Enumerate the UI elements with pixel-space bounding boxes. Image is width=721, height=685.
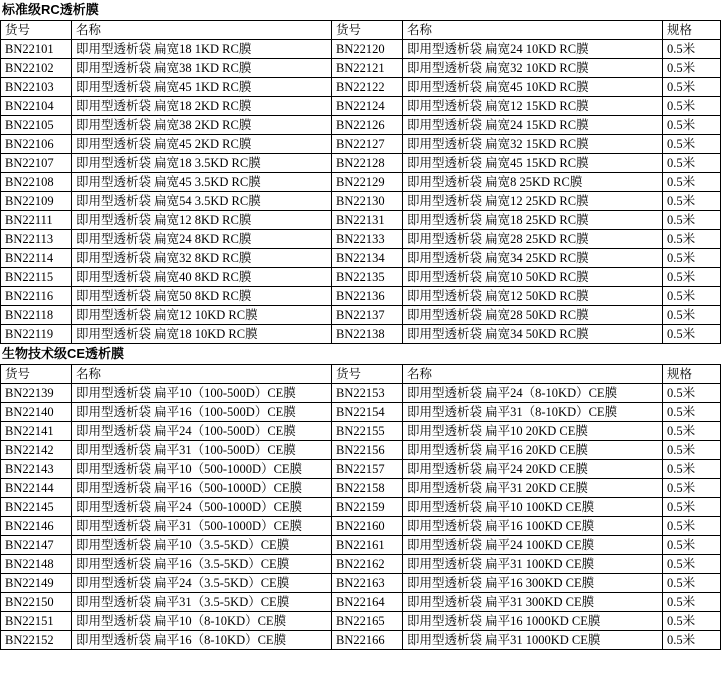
- cell-name-left: 即用型透析袋 扁宽45 2KD RC膜: [72, 135, 332, 154]
- cell-code-right: BN22157: [332, 460, 403, 479]
- cell-name-left: 即用型透析袋 扁宽45 1KD RC膜: [72, 78, 332, 97]
- table-row: [1, 268, 721, 287]
- cell-code-left: BN22108: [1, 173, 72, 192]
- cell-code-left: BN22147: [1, 536, 72, 555]
- cell-code-right: BN22134: [332, 249, 403, 268]
- cell-spec: 0.5米: [663, 192, 721, 211]
- cell-name-left: 即用型透析袋 扁宽12 8KD RC膜: [72, 211, 332, 230]
- cell-spec: 0.5米: [663, 173, 721, 192]
- cell-spec: 0.5米: [663, 59, 721, 78]
- cell-spec: 0.5米: [663, 116, 721, 135]
- cell-name-right: 即用型透析袋 扁宽32 10KD RC膜: [403, 59, 663, 78]
- cell-code-left: BN22102: [1, 59, 72, 78]
- cell-spec: 0.5米: [663, 498, 721, 517]
- cell-code-right: BN22129: [332, 173, 403, 192]
- cell-name-left: 即用型透析袋 扁平24（500-1000D）CE膜: [72, 498, 332, 517]
- cell-code-right: BN22137: [332, 306, 403, 325]
- cell-name-left: 即用型透析袋 扁平16（100-500D）CE膜: [72, 403, 332, 422]
- cell-code-left: BN22143: [1, 460, 72, 479]
- cell-code-right: BN22127: [332, 135, 403, 154]
- cell-code-right: BN22122: [332, 78, 403, 97]
- table-row: [1, 460, 721, 479]
- cell-name-left: 即用型透析袋 扁宽18 3.5KD RC膜: [72, 154, 332, 173]
- cell-name-left: 即用型透析袋 扁平10（3.5-5KD）CE膜: [72, 536, 332, 555]
- cell-code-left: BN22141: [1, 422, 72, 441]
- cell-code-left: BN22111: [1, 211, 72, 230]
- cell-code-right: BN22162: [332, 555, 403, 574]
- cell-name-left: 即用型透析袋 扁平24（3.5-5KD）CE膜: [72, 574, 332, 593]
- cell-name-right: 即用型透析袋 扁宽8 25KD RC膜: [403, 173, 663, 192]
- cell-spec: 0.5米: [663, 325, 721, 344]
- table-row: [1, 384, 721, 403]
- table-header-row: [1, 21, 721, 40]
- cell-code-left: BN22149: [1, 574, 72, 593]
- cell-name-left: 即用型透析袋 扁宽12 10KD RC膜: [72, 306, 332, 325]
- cell-code-left: BN22145: [1, 498, 72, 517]
- cell-code-right: BN22138: [332, 325, 403, 344]
- cell-name-right: 即用型透析袋 扁宽34 50KD RC膜: [403, 325, 663, 344]
- cell-code-left: BN22144: [1, 479, 72, 498]
- cell-name-left: 即用型透析袋 扁宽24 8KD RC膜: [72, 230, 332, 249]
- cell-code-right: BN22128: [332, 154, 403, 173]
- cell-spec: 0.5米: [663, 135, 721, 154]
- cell-code-right: BN22135: [332, 268, 403, 287]
- cell-name-right: 即用型透析袋 扁平10 100KD CE膜: [403, 498, 663, 517]
- cell-name-left: 即用型透析袋 扁平10（500-1000D）CE膜: [72, 460, 332, 479]
- table-row: [1, 211, 721, 230]
- cell-name-left: 即用型透析袋 扁平16（8-10KD）CE膜: [72, 631, 332, 650]
- header-name-right: 名称: [403, 365, 663, 384]
- cell-code-left: BN22116: [1, 287, 72, 306]
- cell-code-right: BN22130: [332, 192, 403, 211]
- cell-code-right: BN22160: [332, 517, 403, 536]
- cell-name-left: 即用型透析袋 扁宽32 8KD RC膜: [72, 249, 332, 268]
- cell-code-right: BN22154: [332, 403, 403, 422]
- header-code-right: 货号: [332, 365, 403, 384]
- section-rc-membrane: [0, 0, 696, 344]
- cell-name-right: 即用型透析袋 扁平31 300KD CE膜: [403, 593, 663, 612]
- table-row: [1, 479, 721, 498]
- cell-spec: 0.5米: [663, 306, 721, 325]
- cell-code-left: BN22139: [1, 384, 72, 403]
- cell-code-left: BN22148: [1, 555, 72, 574]
- cell-code-left: BN22104: [1, 97, 72, 116]
- cell-spec: 0.5米: [663, 574, 721, 593]
- cell-name-right: 即用型透析袋 扁宽45 10KD RC膜: [403, 78, 663, 97]
- table-body-rc: [1, 40, 721, 344]
- cell-spec: 0.5米: [663, 517, 721, 536]
- table-row: [1, 631, 721, 650]
- cell-code-right: BN22165: [332, 612, 403, 631]
- cell-code-right: BN22121: [332, 59, 403, 78]
- cell-spec: 0.5米: [663, 97, 721, 116]
- table-row: [1, 59, 721, 78]
- header-code-left: 货号: [1, 365, 72, 384]
- cell-spec: 0.5米: [663, 536, 721, 555]
- cell-name-left: 即用型透析袋 扁宽40 8KD RC膜: [72, 268, 332, 287]
- cell-name-left: 即用型透析袋 扁平24（100-500D）CE膜: [72, 422, 332, 441]
- cell-code-left: BN22101: [1, 40, 72, 59]
- cell-spec: 0.5米: [663, 441, 721, 460]
- cell-name-right: 即用型透析袋 扁宽32 15KD RC膜: [403, 135, 663, 154]
- cell-code-right: BN22131: [332, 211, 403, 230]
- table-row: [1, 593, 721, 612]
- table-row: [1, 249, 721, 268]
- cell-code-left: BN22114: [1, 249, 72, 268]
- table-row: [1, 173, 721, 192]
- cell-code-right: BN22163: [332, 574, 403, 593]
- cell-code-left: BN22106: [1, 135, 72, 154]
- cell-code-left: BN22105: [1, 116, 72, 135]
- cell-name-right: 即用型透析袋 扁宽12 50KD RC膜: [403, 287, 663, 306]
- cell-spec: 0.5米: [663, 78, 721, 97]
- cell-name-left: 即用型透析袋 扁平31（500-1000D）CE膜: [72, 517, 332, 536]
- cell-code-left: BN22109: [1, 192, 72, 211]
- cell-name-right: 即用型透析袋 扁宽24 10KD RC膜: [403, 40, 663, 59]
- cell-name-left: 即用型透析袋 扁宽54 3.5KD RC膜: [72, 192, 332, 211]
- table-ce-membrane: [0, 364, 721, 650]
- table-row: [1, 536, 721, 555]
- cell-code-left: BN22119: [1, 325, 72, 344]
- cell-name-left: 即用型透析袋 扁平16（500-1000D）CE膜: [72, 479, 332, 498]
- cell-name-right: 即用型透析袋 扁平31 100KD CE膜: [403, 555, 663, 574]
- cell-name-right: 即用型透析袋 扁平24 100KD CE膜: [403, 536, 663, 555]
- cell-code-left: BN22150: [1, 593, 72, 612]
- cell-spec: 0.5米: [663, 479, 721, 498]
- cell-code-left: BN22146: [1, 517, 72, 536]
- cell-code-left: BN22140: [1, 403, 72, 422]
- table-row: [1, 517, 721, 536]
- cell-spec: 0.5米: [663, 593, 721, 612]
- cell-name-right: 即用型透析袋 扁平16 300KD CE膜: [403, 574, 663, 593]
- table-row: [1, 574, 721, 593]
- cell-code-left: BN22152: [1, 631, 72, 650]
- header-name-left: 名称: [72, 365, 332, 384]
- cell-spec: 0.5米: [663, 631, 721, 650]
- cell-name-right: 即用型透析袋 扁宽28 25KD RC膜: [403, 230, 663, 249]
- cell-spec: 0.5米: [663, 230, 721, 249]
- cell-name-right: 即用型透析袋 扁平31 20KD CE膜: [403, 479, 663, 498]
- table-row: [1, 403, 721, 422]
- cell-code-left: BN22103: [1, 78, 72, 97]
- table-row: [1, 612, 721, 631]
- cell-spec: 0.5米: [663, 211, 721, 230]
- cell-spec: 0.5米: [663, 249, 721, 268]
- cell-name-right: 即用型透析袋 扁宽45 15KD RC膜: [403, 154, 663, 173]
- cell-name-left: 即用型透析袋 扁宽50 8KD RC膜: [72, 287, 332, 306]
- cell-code-right: BN22124: [332, 97, 403, 116]
- table-rc-membrane: [0, 20, 721, 344]
- cell-name-right: 即用型透析袋 扁平16 1000KD CE膜: [403, 612, 663, 631]
- cell-name-right: 即用型透析袋 扁平31 1000KD CE膜: [403, 631, 663, 650]
- header-spec: 规格: [663, 365, 721, 384]
- cell-name-left: 即用型透析袋 扁平16（3.5-5KD）CE膜: [72, 555, 332, 574]
- table-row: [1, 40, 721, 59]
- cell-name-right: 即用型透析袋 扁宽10 50KD RC膜: [403, 268, 663, 287]
- cell-code-left: BN22142: [1, 441, 72, 460]
- cell-name-left: 即用型透析袋 扁宽18 2KD RC膜: [72, 97, 332, 116]
- cell-spec: 0.5米: [663, 287, 721, 306]
- cell-code-right: BN22153: [332, 384, 403, 403]
- cell-name-left: 即用型透析袋 扁平10（100-500D）CE膜: [72, 384, 332, 403]
- cell-name-left: 即用型透析袋 扁宽38 2KD RC膜: [72, 116, 332, 135]
- cell-name-left: 即用型透析袋 扁平31（3.5-5KD）CE膜: [72, 593, 332, 612]
- cell-code-left: BN22118: [1, 306, 72, 325]
- header-name-left: 名称: [72, 21, 332, 40]
- table-row: [1, 325, 721, 344]
- cell-name-left: 即用型透析袋 扁宽18 10KD RC膜: [72, 325, 332, 344]
- section-ce-membrane: [0, 344, 696, 650]
- table-row: [1, 78, 721, 97]
- cell-code-right: BN22159: [332, 498, 403, 517]
- table-row: [1, 97, 721, 116]
- header-code-left: 货号: [1, 21, 72, 40]
- cell-name-right: 即用型透析袋 扁平10 20KD CE膜: [403, 422, 663, 441]
- cell-name-left: 即用型透析袋 扁宽45 3.5KD RC膜: [72, 173, 332, 192]
- table-body-ce: [1, 384, 721, 650]
- table-row: [1, 287, 721, 306]
- cell-name-right: 即用型透析袋 扁平31（8-10KD）CE膜: [403, 403, 663, 422]
- cell-spec: 0.5米: [663, 422, 721, 441]
- cell-name-right: 即用型透析袋 扁宽28 50KD RC膜: [403, 306, 663, 325]
- cell-code-left: BN22151: [1, 612, 72, 631]
- cell-name-left: 即用型透析袋 扁平31（100-500D）CE膜: [72, 441, 332, 460]
- table-row: [1, 441, 721, 460]
- cell-name-right: 即用型透析袋 扁平16 100KD CE膜: [403, 517, 663, 536]
- cell-code-right: BN22120: [332, 40, 403, 59]
- cell-name-left: 即用型透析袋 扁宽38 1KD RC膜: [72, 59, 332, 78]
- section-title-ce: 生物技术级CE透析膜: [2, 346, 125, 361]
- table-row: [1, 555, 721, 574]
- cell-code-right: BN22155: [332, 422, 403, 441]
- cell-spec: 0.5米: [663, 555, 721, 574]
- cell-name-right: 即用型透析袋 扁宽18 25KD RC膜: [403, 211, 663, 230]
- cell-code-right: BN22161: [332, 536, 403, 555]
- table-row: [1, 422, 721, 441]
- cell-code-right: BN22136: [332, 287, 403, 306]
- cell-name-right: 即用型透析袋 扁平16 20KD CE膜: [403, 441, 663, 460]
- cell-spec: 0.5米: [663, 460, 721, 479]
- cell-code-left: BN22107: [1, 154, 72, 173]
- table-row: [1, 135, 721, 154]
- cell-name-right: 即用型透析袋 扁平24（8-10KD）CE膜: [403, 384, 663, 403]
- table-row: [1, 230, 721, 249]
- cell-spec: 0.5米: [663, 384, 721, 403]
- table-row: [1, 154, 721, 173]
- header-spec: 规格: [663, 21, 721, 40]
- header-code-right: 货号: [332, 21, 403, 40]
- cell-name-right: 即用型透析袋 扁平24 20KD CE膜: [403, 460, 663, 479]
- table-row: [1, 498, 721, 517]
- cell-name-right: 即用型透析袋 扁宽12 25KD RC膜: [403, 192, 663, 211]
- cell-name-right: 即用型透析袋 扁宽24 15KD RC膜: [403, 116, 663, 135]
- cell-code-right: BN22158: [332, 479, 403, 498]
- cell-code-right: BN22164: [332, 593, 403, 612]
- cell-code-left: BN22113: [1, 230, 72, 249]
- cell-spec: 0.5米: [663, 154, 721, 173]
- cell-name-right: 即用型透析袋 扁宽12 15KD RC膜: [403, 97, 663, 116]
- table-header-row: [1, 365, 721, 384]
- cell-name-left: 即用型透析袋 扁平10（8-10KD）CE膜: [72, 612, 332, 631]
- table-row: [1, 192, 721, 211]
- cell-code-left: BN22115: [1, 268, 72, 287]
- section-title-rc: 标准级RC透析膜: [2, 2, 99, 17]
- cell-code-right: BN22166: [332, 631, 403, 650]
- cell-spec: 0.5米: [663, 403, 721, 422]
- header-name-right: 名称: [403, 21, 663, 40]
- cell-name-left: 即用型透析袋 扁宽18 1KD RC膜: [72, 40, 332, 59]
- cell-code-right: BN22133: [332, 230, 403, 249]
- cell-spec: 0.5米: [663, 40, 721, 59]
- cell-name-right: 即用型透析袋 扁宽34 25KD RC膜: [403, 249, 663, 268]
- cell-spec: 0.5米: [663, 268, 721, 287]
- cell-spec: 0.5米: [663, 612, 721, 631]
- cell-code-right: BN22156: [332, 441, 403, 460]
- table-row: [1, 306, 721, 325]
- cell-code-right: BN22126: [332, 116, 403, 135]
- table-row: [1, 116, 721, 135]
